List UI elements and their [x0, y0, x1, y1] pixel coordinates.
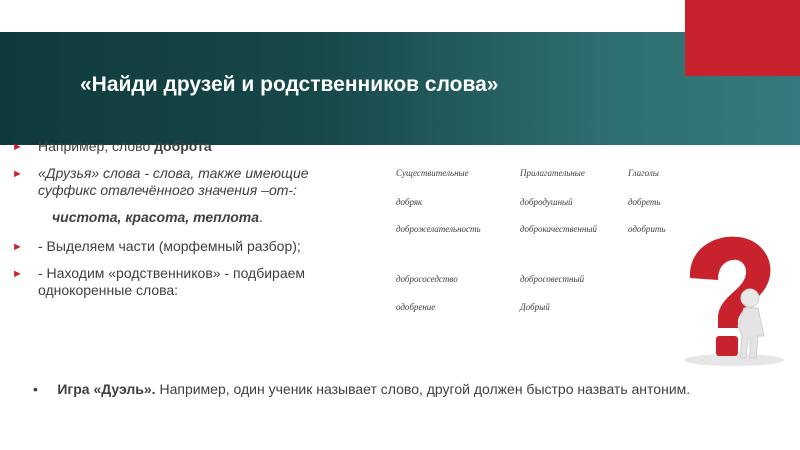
- table-header: Прилагательные: [520, 168, 585, 178]
- bullet-text: - Находим «родственников» - подбираем однокоренные слова:: [38, 265, 306, 298]
- bottom-note: [33, 380, 773, 398]
- table-cell: одобрить: [628, 224, 666, 234]
- table-cell: добреть: [628, 197, 661, 207]
- bullet-item-examples: [12, 209, 362, 226]
- bullet-list: [12, 138, 362, 309]
- table-cell: доброкачественный: [520, 224, 597, 234]
- triangle-right-icon: ►: [12, 168, 23, 180]
- table-cell: добросовестный: [520, 274, 585, 284]
- triangle-right-icon: ►: [12, 268, 23, 280]
- bullet-text: «Друзья» слова - слова, также имеющие суффикс отвлечённого значения –от-:: [38, 165, 309, 198]
- corner-accent: [685, 0, 800, 76]
- bullet-item: [12, 165, 362, 199]
- bullet-suffix: .: [259, 209, 263, 225]
- slide-title: «Найди друзей и родственников слова»: [80, 73, 499, 96]
- question-mark-person-icon: [672, 228, 792, 368]
- table-header: Существительные: [396, 168, 469, 178]
- game-name: Игра «Дуэль».: [57, 381, 156, 397]
- table-header: Глаголы: [628, 168, 659, 178]
- bullet-text: - Выделяем части (морфемный разбор);: [38, 238, 301, 254]
- triangle-right-icon: ►: [12, 241, 23, 253]
- bullet-text: чистота, красота, теплота: [52, 209, 260, 225]
- table-cell: добряк: [396, 197, 423, 207]
- table-cell: одобрение: [396, 302, 436, 312]
- table-cell: добрососедство: [396, 274, 458, 284]
- triangle-right-icon: ►: [12, 141, 23, 153]
- table-cell: добродушный: [520, 197, 573, 207]
- bottom-text: Например, один ученик называет слово, другой должен быстро назвать антоним.: [155, 381, 691, 397]
- table-cell: доброжелательность: [396, 224, 481, 234]
- bullet-item: [12, 138, 362, 155]
- bullet-item: [12, 265, 362, 299]
- bullet-text: Например, слово: [38, 138, 155, 154]
- table-cell: Добрый: [520, 302, 550, 312]
- bullet-item: [12, 238, 362, 255]
- bullet-bold-word: доброта: [154, 138, 212, 154]
- bottom-bullet: •: [33, 381, 38, 397]
